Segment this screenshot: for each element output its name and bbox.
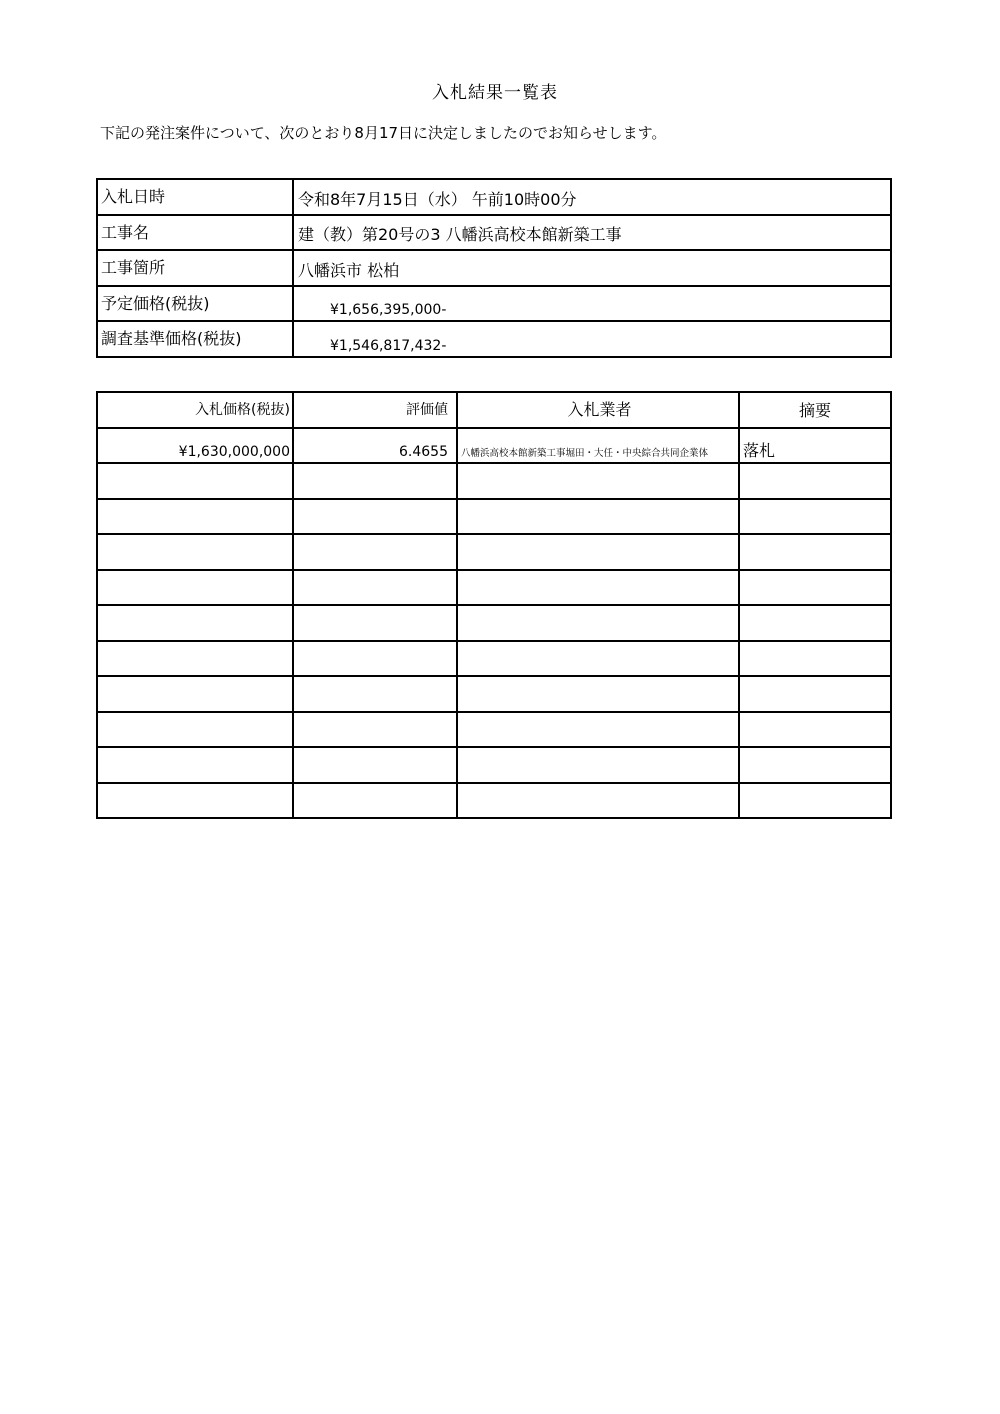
note-cell xyxy=(739,641,891,677)
score-cell xyxy=(293,570,457,606)
bid-price-cell xyxy=(97,605,293,641)
results-table xyxy=(96,391,892,819)
table-row xyxy=(97,676,891,712)
note-cell xyxy=(739,570,891,606)
table-row xyxy=(97,534,891,570)
intro-text: 下記の発注案件について、次のとおり8月17日に決定しましたのでお知らせします。 xyxy=(100,124,667,142)
planned-price-value: ¥1,656,395,000- xyxy=(293,286,891,322)
score-cell: 6.4655 xyxy=(293,428,457,464)
planned-price-label: 予定価格(税抜) xyxy=(97,286,293,322)
survey-price-value: ¥1,546,817,432- xyxy=(293,321,891,357)
table-row xyxy=(97,747,891,783)
bidder-cell xyxy=(457,499,739,535)
bid-datetime-value: 令和8年7月15日（水） 午前10時00分 xyxy=(293,179,891,215)
summary-row-bid-datetime xyxy=(97,179,891,215)
bidder-cell xyxy=(457,641,739,677)
summary-row-work-location xyxy=(97,250,891,286)
bid-price-cell xyxy=(97,641,293,677)
score-cell xyxy=(293,676,457,712)
bid-price-cell xyxy=(97,534,293,570)
table-row xyxy=(97,605,891,641)
bidder-cell xyxy=(457,605,739,641)
note-cell: 落札 xyxy=(739,428,891,464)
table-row xyxy=(97,428,891,464)
score-cell xyxy=(293,534,457,570)
bid-price-cell xyxy=(97,783,293,819)
summary-row-work-name xyxy=(97,215,891,251)
table-row xyxy=(97,463,891,499)
score-cell xyxy=(293,641,457,677)
bidder-cell xyxy=(457,570,739,606)
score-cell xyxy=(293,747,457,783)
summary-row-planned-price xyxy=(97,286,891,322)
score-cell xyxy=(293,605,457,641)
bidder-cell xyxy=(457,747,739,783)
document-title: 入札結果一覧表 xyxy=(432,83,558,103)
bid-price-cell xyxy=(97,463,293,499)
bid-price-cell xyxy=(97,676,293,712)
bid-price-cell xyxy=(97,499,293,535)
bidder-cell xyxy=(457,534,739,570)
bid-datetime-label: 入札日時 xyxy=(97,179,293,215)
bidder-cell xyxy=(457,676,739,712)
score-cell xyxy=(293,463,457,499)
note-cell xyxy=(739,463,891,499)
summary-table xyxy=(96,178,892,358)
bid-price-cell: ¥1,630,000,000 xyxy=(97,428,293,464)
table-row xyxy=(97,570,891,606)
bidder-cell xyxy=(457,463,739,499)
work-name-value: 建（教）第20号の3 八幡浜高校本館新築工事 xyxy=(293,215,891,251)
score-cell xyxy=(293,499,457,535)
note-cell xyxy=(739,783,891,819)
results-header-row xyxy=(97,392,891,428)
bid-price-cell xyxy=(97,747,293,783)
bid-price-cell xyxy=(97,712,293,748)
bid-price-cell xyxy=(97,570,293,606)
header-bid-price: 入札価格(税抜) xyxy=(97,392,293,428)
score-cell xyxy=(293,712,457,748)
bidder-cell xyxy=(457,783,739,819)
score-cell xyxy=(293,783,457,819)
work-name-label: 工事名 xyxy=(97,215,293,251)
table-row xyxy=(97,641,891,677)
bidder-cell: 八幡浜高校本館新築工事堀田・大任・中央綜合共同企業体 xyxy=(457,428,739,464)
table-row xyxy=(97,499,891,535)
header-bidder: 入札業者 xyxy=(457,392,739,428)
table-row xyxy=(97,783,891,819)
bidder-cell xyxy=(457,712,739,748)
note-cell xyxy=(739,676,891,712)
work-location-label: 工事箇所 xyxy=(97,250,293,286)
note-cell xyxy=(739,747,891,783)
table-row xyxy=(97,712,891,748)
summary-row-survey-price xyxy=(97,321,891,357)
survey-price-label: 調査基準価格(税抜) xyxy=(97,321,293,357)
note-cell xyxy=(739,534,891,570)
note-cell xyxy=(739,499,891,535)
note-cell xyxy=(739,605,891,641)
header-score: 評価値 xyxy=(293,392,457,428)
note-cell xyxy=(739,712,891,748)
work-location-value: 八幡浜市 松柏 xyxy=(293,250,891,286)
header-note: 摘要 xyxy=(739,392,891,428)
